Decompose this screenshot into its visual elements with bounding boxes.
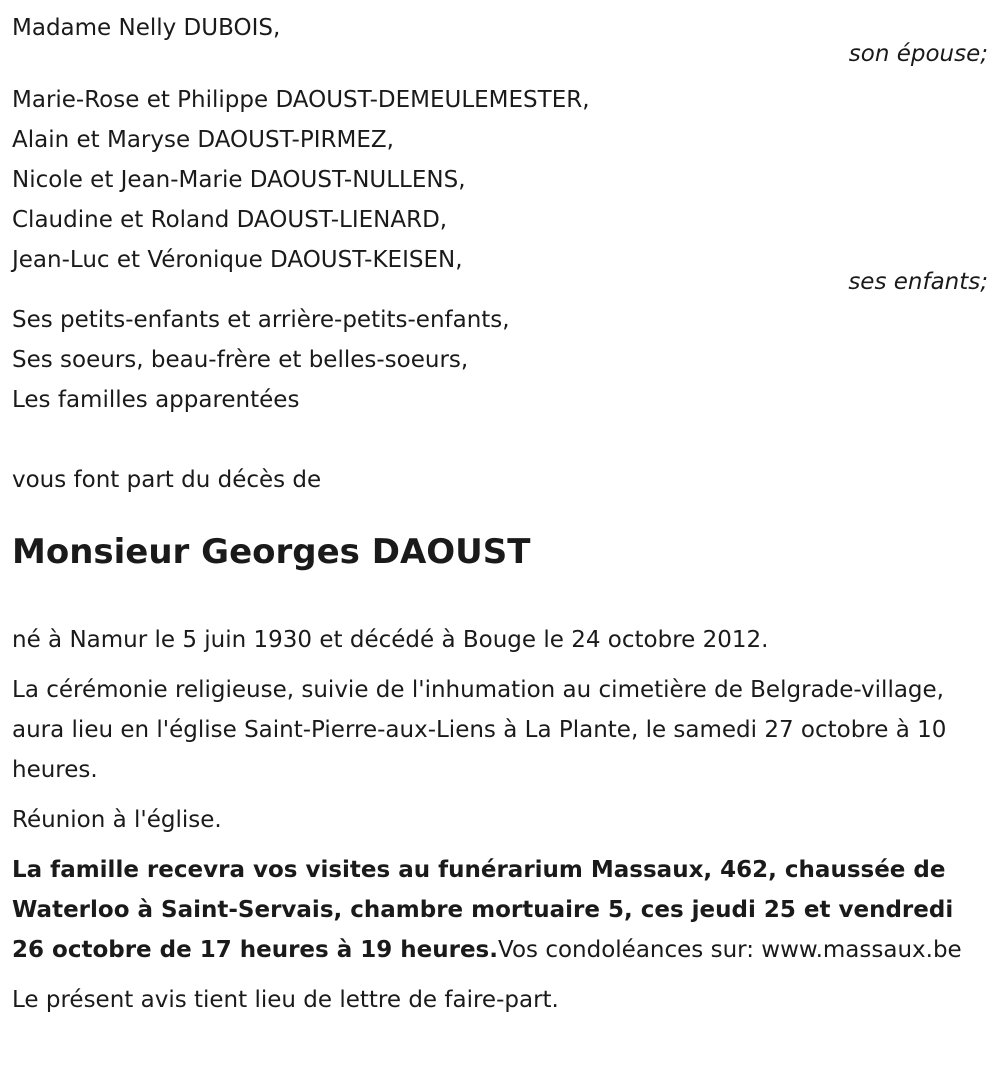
family-line: Les familles apparentées bbox=[12, 387, 300, 413]
ceremony-text: La cérémonie religieuse, suivie de l'inhumation au cimetière de Belgrade-village, aura lieu en l'église Saint-Pierre-aux-Liens à La Plante, le samedi 27 octobre à 10 heures. bbox=[12, 677, 947, 783]
visits-text: La famille recevra vos visites au funérarium Massaux, 462, chaussée de Waterloo à Saint-Servais, chambre mortuaire 5, ces jeudi 25 et vendredi 26 octobre de 17 heures à 19 heures. bbox=[12, 857, 954, 963]
family-line: Ses petits-enfants et arrière-petits-enfants, bbox=[12, 307, 510, 333]
child-line: Nicole et Jean-Marie DAOUST-NULLENS, bbox=[12, 167, 466, 193]
child-line: Marie-Rose et Philippe DAOUST-DEMEULEMESTER, bbox=[12, 87, 590, 113]
child-line: Jean-Luc et Véronique DAOUST-KEISEN, bbox=[12, 247, 463, 273]
family-list bbox=[12, 300, 988, 420]
spouse-name: Madame Nelly DUBOIS, bbox=[12, 15, 281, 41]
spouse-role: son épouse; bbox=[848, 41, 988, 67]
children-role: ses enfants; bbox=[848, 269, 988, 295]
family-line: Ses soeurs, beau-frère et belles-soeurs, bbox=[12, 347, 469, 373]
birth-death-text: né à Namur le 5 juin 1930 et décédé à Bouge le 24 octobre 2012. bbox=[12, 627, 769, 653]
meeting-text: Réunion à l'église. bbox=[12, 807, 222, 833]
condolences-text: Vos condoléances sur: www.massaux.be bbox=[498, 937, 962, 963]
child-line: Alain et Maryse DAOUST-PIRMEZ, bbox=[12, 127, 394, 153]
visits-paragraph bbox=[12, 850, 988, 970]
announcement-intro: vous font part du décès de bbox=[12, 467, 322, 493]
child-line: Claudine et Roland DAOUST-LIENARD, bbox=[12, 207, 448, 233]
deceased-name: Monsieur Georges DAOUST bbox=[12, 532, 531, 572]
children-list bbox=[12, 80, 988, 280]
closing-text: Le présent avis tient lieu de lettre de faire-part. bbox=[12, 987, 559, 1013]
spacer bbox=[12, 420, 988, 460]
